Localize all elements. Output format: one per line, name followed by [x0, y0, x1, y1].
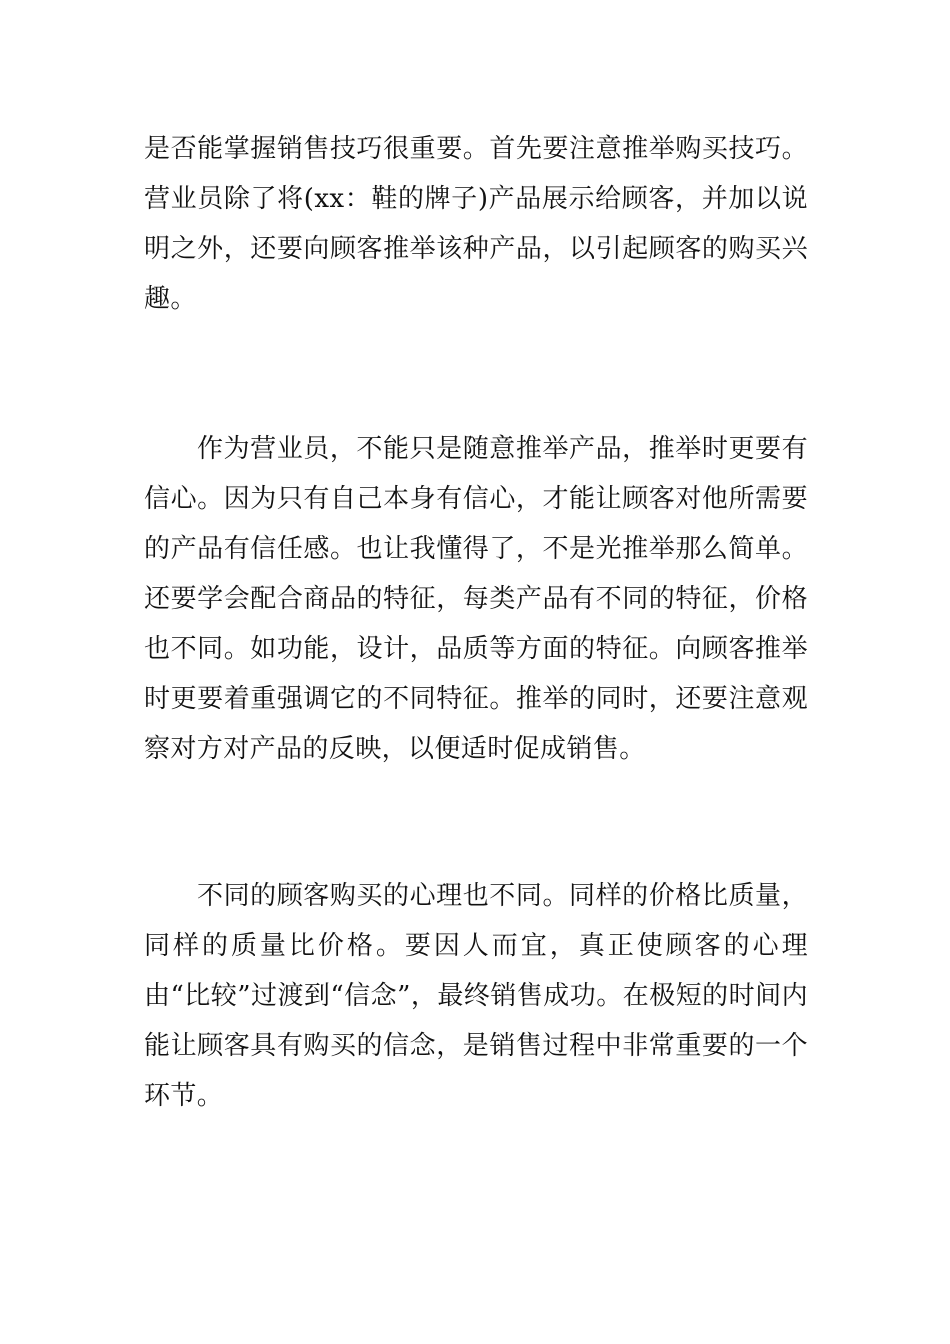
paragraph-2: 作为营业员，不能只是随意推举产品，推举时更要有信心。因为只有自己本身有信心，才能让顾客对他所需要的产品有信任感。也让我懂得了，不是光推举那么简单。还要学会配合商品的特征，每类产品有不同的特征，价格也不同。如功能，设计，品质等方面的特征。向顾客推举时更要着重强调它的不同特征。推举的同时，还要注意观察对方对产品的反映，以便适时促成销售。	[144, 434, 808, 764]
paragraph-3: 不同的顾客购买的心理也不同。同样的价格比质量，同样的质量比价格。要因人而宜，真正使顾客的心理由“比较”过渡到“信念”，最终销售成功。在极短的时间内能让顾客具有购买的信念，是销售过程中非常重要的一个环节。	[144, 881, 808, 1111]
paragraph-1: 是否能掌握销售技巧很重要。首先要注意推举购买技巧。营业员除了将(xx：鞋的牌子)产品展示给顾客，并加以说明之外，还要向顾客推举该种产品，以引起顾客的购买兴趣。	[144, 134, 808, 314]
